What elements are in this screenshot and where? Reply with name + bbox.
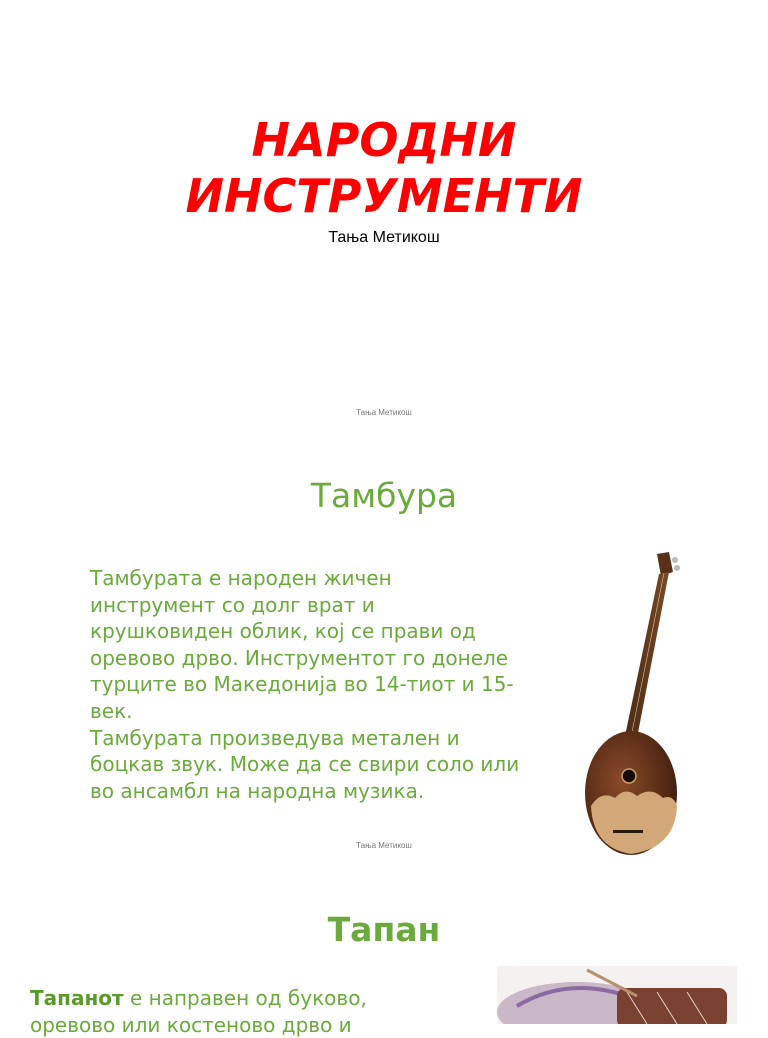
slide-title [0,112,768,224]
tapan-bold-word: Тапанот [30,986,124,1010]
tapan-image [497,966,737,1024]
tambura-description [90,565,590,804]
slide-title-line1: НАРОДНИ [251,113,517,167]
text-line: век. [90,698,133,723]
text-line: инструмент со долг врат и [90,592,375,617]
text-line: оревово или костеново дрво и [30,1012,352,1037]
text-line: Тамбурата е народен жичен [90,566,392,590]
text-line [30,985,500,1012]
slide2-footer: Тања Метикош [356,841,412,850]
tapan-description [30,985,500,1038]
slide-title-line2: ИНСТРУМЕНТИ [185,169,583,223]
tapan-heading: Тапан [327,910,441,949]
text-fragment: е направен од буково, [123,986,367,1010]
text-line: боцкав звук. Може да се свири соло или [90,752,520,777]
text-line: Тамбурата произведува метален и [90,725,460,750]
tambura-heading: Тамбура [310,476,458,515]
text-line: оревово дрво. Инструментот го донеле [90,645,509,670]
slide1-footer: Тања Метикош [356,408,412,417]
text-line: во ансамбл на народна музика. [90,778,425,803]
author-name: Тања Метикош [328,229,440,246]
text-line: крушковиден облик, кој се прави од [90,619,476,644]
text-line: турците во Македонија во 14-тиот и 15- [90,672,514,697]
tambura-image [585,548,695,858]
